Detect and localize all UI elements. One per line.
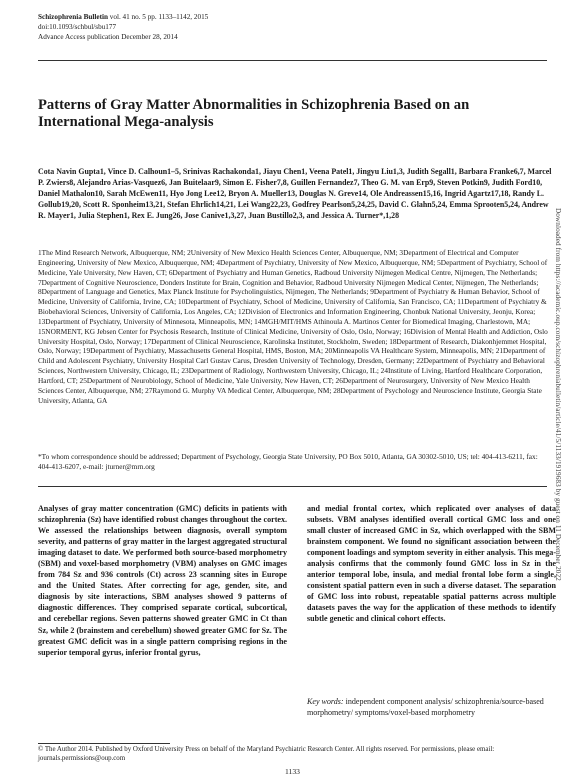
abstract-left-column: Analyses of gray matter concentration (GMC) deficits in patients with schizophrenia (Sz) have identified robust changes throughout the cortex. We assessed the relationships between diagnosis, overall symptom severity, and patterns of gray matter in the largest aggregated structural imaging dataset to date. We performed both source-based morphometry (SBM) and voxel-based morphometry (VBM) analyses on GMC images from 784 Sz and 936 controls (Ct) across 23 scanning sites in Europe and the United States. After correcting for age, gender, site, and diagnosis by site interactions, SBM analyses showed 9 patterns of diagnostic differences. They comprised separate cortical, subcortical, and cerebellar regions. Seven patterns showed greater GMC in Ct than Sz, while 2 (brainstem and cerebellum) showed greater GMC for Sz. The greatest GMC deficit was in a single pattern comprising regions in the superior temporal gyrus, inferior frontal gyrus, bbox=[38, 504, 287, 657]
author-list: Cota Navin Gupta1, Vince D. Calhoun1–5, Srinivas Rachakonda1, Jiayu Chen1, Veena Patel1, Jingyu Liu1,3, Judith Segall1, Barbara Franke6,7, Marcel P. Zwiers8, Alejandro Arias-Vasquez6, Jan Buitelaar9, Simon E. Fisher7,8, Guillen Fernandez7, Theo G. M. van Erp9, Steven Potkin9, Judith Ford10, Daniel Mathalon10, Sarah McEwen11, Hyo Jong Lee12, Bryon A. Mueller13, Douglas N. Greve14, Ole Andreassen15,16, Ingrid Agartz17,18, Randy L. Gollub19,20, Scott R. Sponheim13,21, Stefan Ehrlich14,21, Lei Wang22,23, Godfrey Pearlson5,24,25, David C. Glahn5,24, Emma Sprooten5,24, Andrew R. Mayer1, Julia Stephen1, Rex E. Jung26, Jose Canive1,3,27, Juan Bustillo2,3, and Jessica A. Turner*,1,28 bbox=[38, 167, 552, 221]
copyright-notice: © The Author 2014. Published by Oxford University Press on behalf of the Maryland Psychiatric Research Center. All rights reserved. For permissions, please email: journals.permissions@oup.com bbox=[38, 746, 495, 762]
header-rule bbox=[38, 60, 547, 61]
page-number: 1133 bbox=[285, 767, 300, 776]
keywords bbox=[307, 696, 556, 718]
journal-name: Schizophrenia Bulletin bbox=[38, 13, 108, 21]
footer-rule bbox=[38, 743, 170, 744]
abstract-rule bbox=[38, 486, 547, 487]
abstract-right-column: and medial frontal cortex, which replicated over analyses of data subsets. VBM analyses identified overall cortical GMC loss and one small cluster of increased GMC in Sz, which overlapped with the SBM brainstem component. We found no significant association between the component loadings and symptom severity in either analysis. This mega-analysis confirms that the commonly found GMC loss in Sz in the anterior temporal lobe, insula, and medial frontal lobe form a single, consistent spatial pattern even in such a diverse dataset. The separation of GMC loss into robust, repeatable spatial patterns across multiple datasets paves the way for the application of these methods to identify subtle genetic and clinical cohort effects. bbox=[307, 504, 556, 624]
keywords-text: independent component analysis/ schizophrenia/source-based morphometry/ symptoms/voxel-based morphometry bbox=[307, 697, 544, 717]
download-watermark: Downloaded from https://academic.oup.com/schizophreniabulletin/article/41/5/1133/1919683 by guest on 11 December 2022 bbox=[554, 208, 562, 581]
keywords-label: Key words: bbox=[307, 697, 344, 706]
volume-info: vol. 41 no. 5 pp. 1133–1142, 2015 bbox=[107, 13, 209, 21]
doi[interactable]: doi:10.1093/schbul/sbu177 bbox=[38, 23, 117, 32]
advance-access: Advance Access publication December 28, 2014 bbox=[38, 33, 178, 42]
journal-header bbox=[38, 12, 208, 43]
correspondence: *To whom correspondence should be addressed; Department of Psychology, Georgia State University, PO Box 5010, Atlanta, GA 30302-5010, US; tel: 404-413-6211, fax: 404-413-6207, e-mail: jturner@mrn.org bbox=[38, 452, 538, 471]
affiliations: 1The Mind Research Network, Albuquerque, NM; 2University of New Mexico Health Sciences Center, Albuquerque, NM; 3Department of Electrical and Computer Engineering, University of New Mexico, Albuquerque, NM; 4Department of Psychiatry, University of New Mexico, Albuquerque, NM; 5Department of Psychiatry, School of Medicine, Yale University, New Haven, CT; 6Department of Psychiatry and Human Genetics, Radboud University Nijmegen Medical Centre, Nijmegen, The Netherlands; 7Department of Cognitive Neuroscience, Donders Institute for Brain, Cognition and Behavior, Radboud University Nijmegen Medical Center, Nijmegen, The Netherlands; 8Department of Language and Genetics, Max Planck Institute for Psycholinguistics, Nijmegen, The Netherlands; 9Department of Psychiatry & Human Behavior, School of Medicine, University of California, Irvine, CA; 10Department of Psychiatry, School of Medicine, University of California, San Francisco, CA; 11Department of Psychiatry & Biobehavioral Sciences, University of California, Los Angeles, CA; 12Division of Electronics and Information Engineering, Chonbuk National University, Jeonju, Korea; 13Department of Psychiatry, University of Minnesota, Minneapolis, MN; 14MGH/MIT/HMS Athinoula A. Martinos Center for Biomedical Imaging, Charlestown, MA; 15NORMENT, KG Jebsen Center for Psychosis Research, Institute of Clinical Medicine, University of Oslo, Oslo, Norway; 16Division of Mental Health and Addiction, Oslo University Hospital, Oslo, Norway; 17Department of Clinical Neuroscience, Karolinska Institutet, Stockholm, Sweden; 18Department of Research, Diakonhjemmet Hospital, Oslo, Norway; 19Department of Psychiatry, Massachusetts General Hospital, HMS, Boston, MA; 20Minneapolis VA Healthcare System, Minneapolis, MN; 21Department of Child and Adolescent Psychiatry, University Hospital Carl Gustav Carus, Dresden University of Technology, Dresden, Germany; 22Department of Psychiatry and Behavioral Sciences, Northwestern University, Chicago, IL; 23Department of Radiology, Northwestern University, Chicago, IL; 24Institute of Living, Hartford Healthcare Corporation, Hartford, CT; 25Department of Neurobiology, School of Medicine, Yale University, New Haven, CT; 26Department of Neurosurgery, University of New Mexico Health Sciences Center, Albuquerque, NM; 27Raymond G. Murphy VA Medical Center, Albuquerque, NM; 28Department of Psychology and Neuroscience Institute, Georgia State University, Atlanta, GA bbox=[38, 248, 548, 405]
article-title: Patterns of Gray Matter Abnormalities in Schizophrenia Based on an International Mega-analysis bbox=[38, 97, 470, 130]
